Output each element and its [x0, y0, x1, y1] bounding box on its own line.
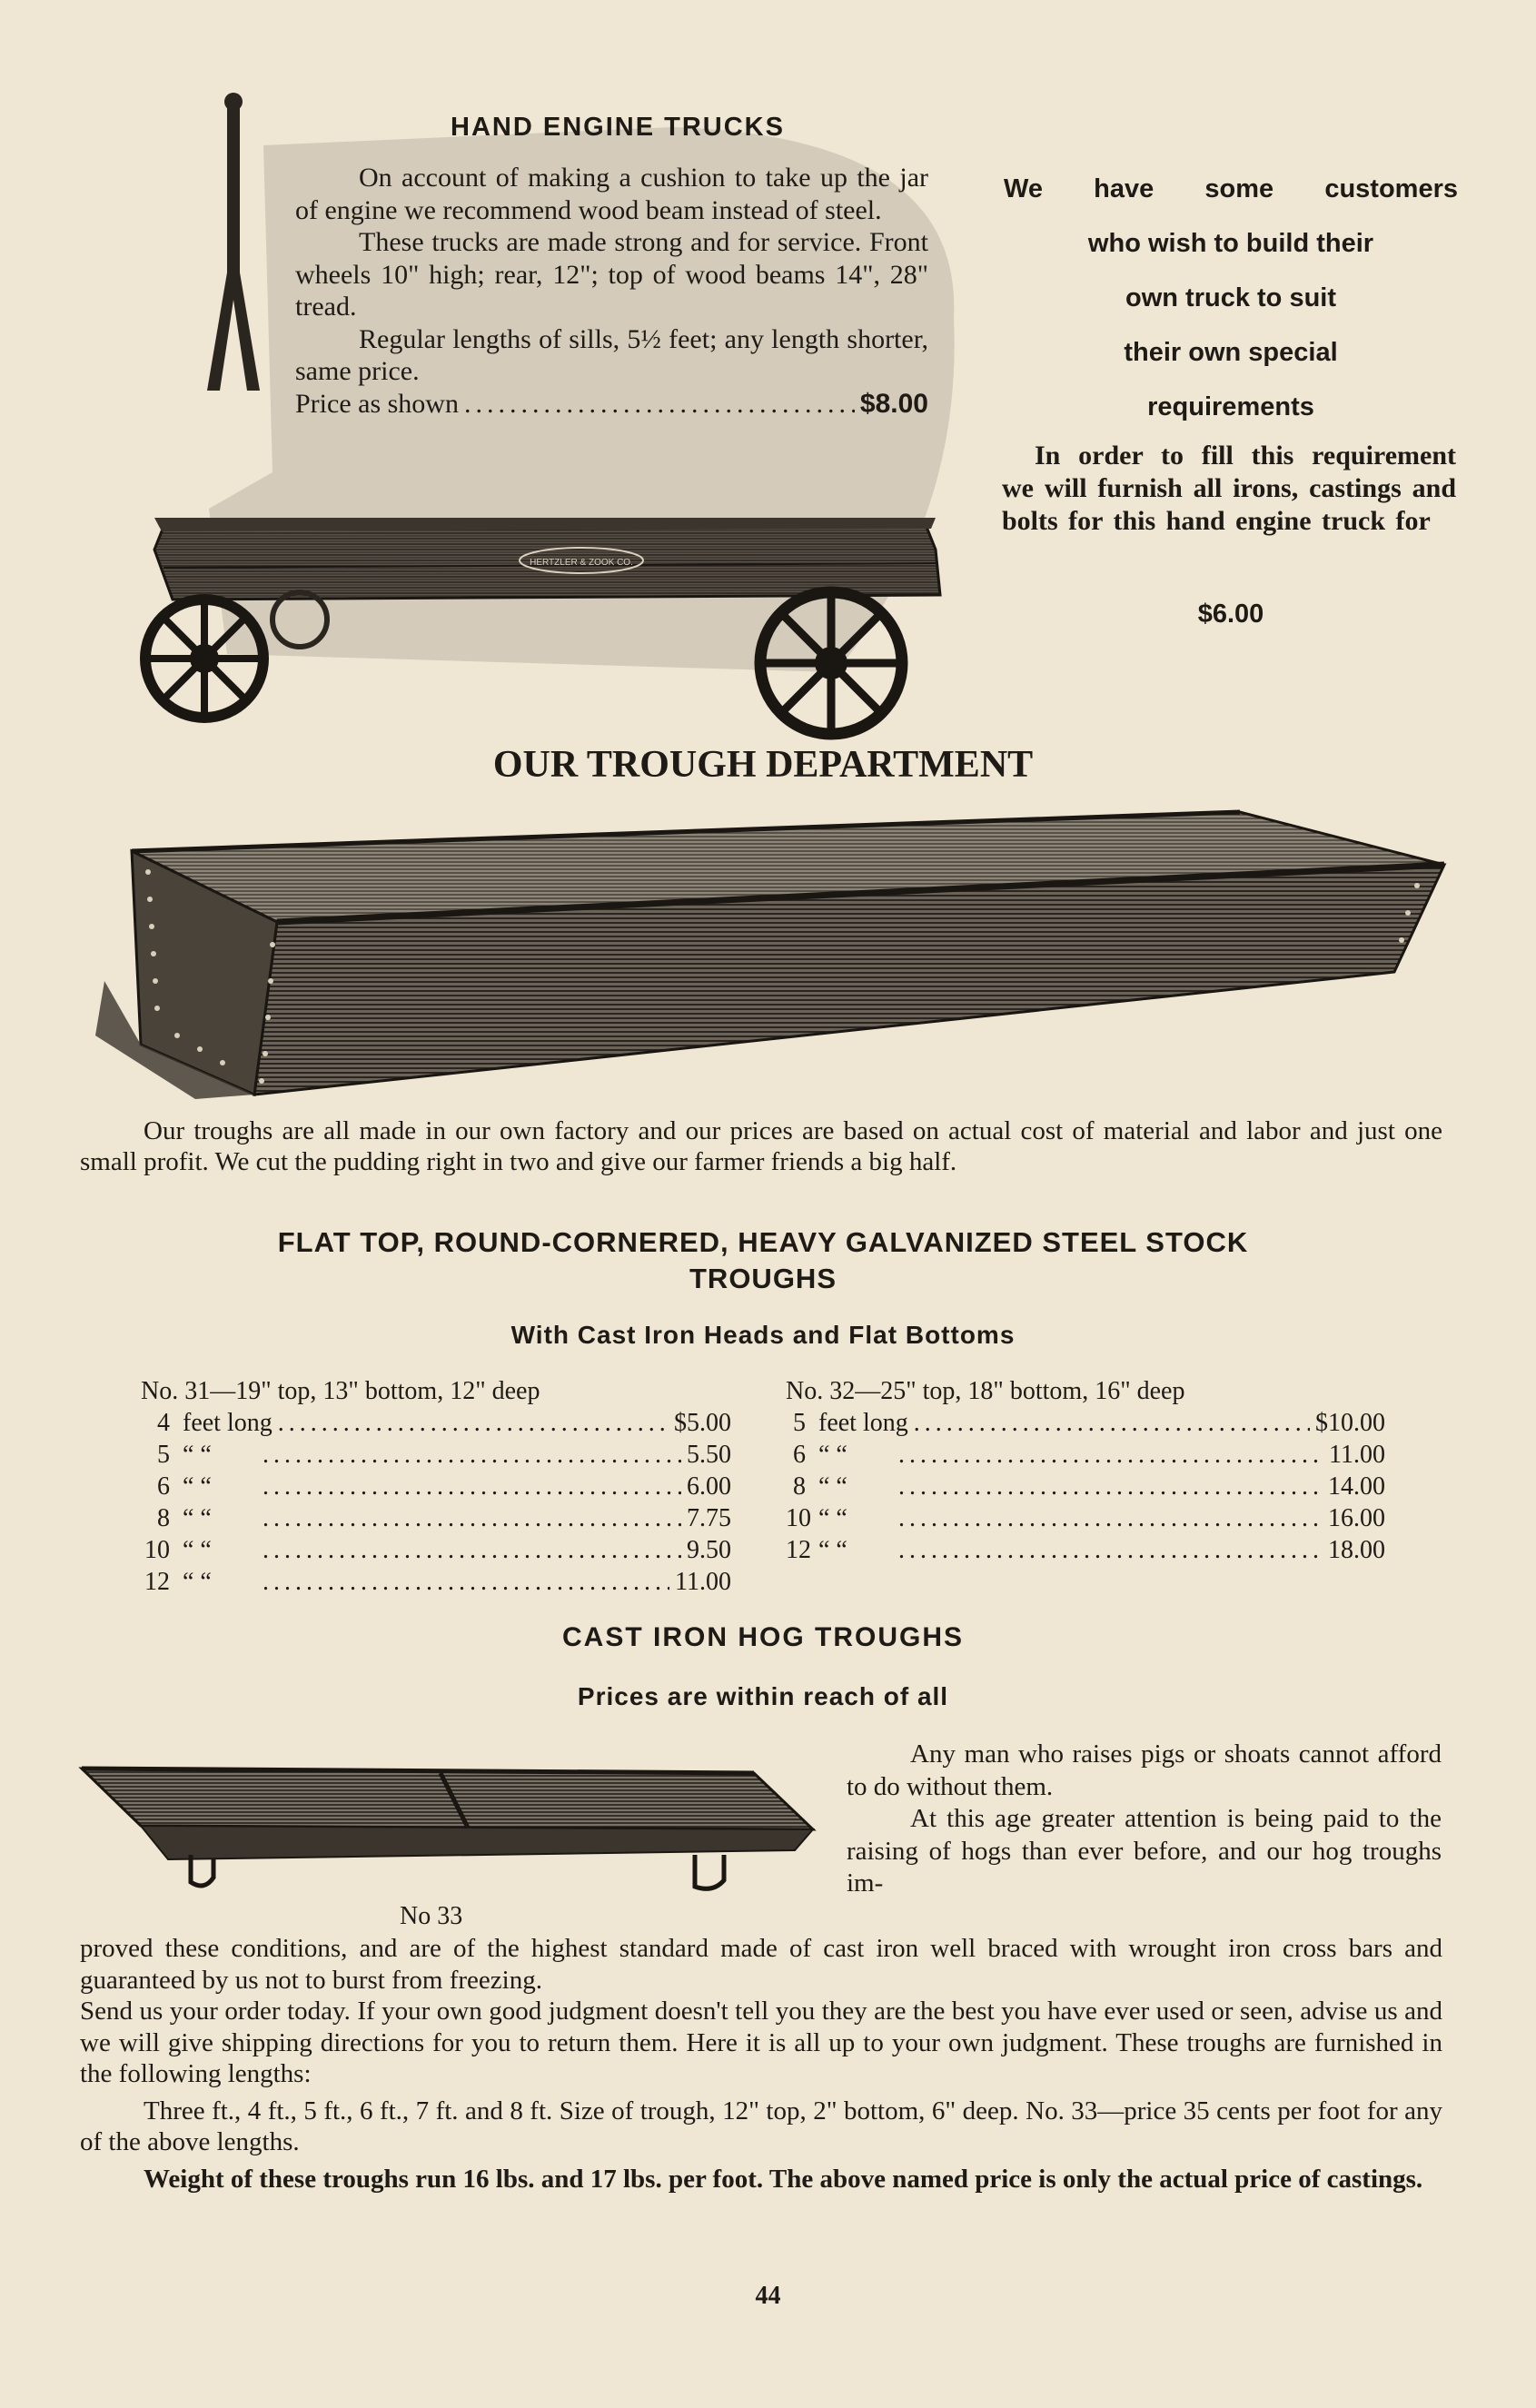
row-unit: “ “	[183, 1536, 212, 1564]
row-length: 12	[786, 1536, 811, 1564]
row-leader	[278, 1409, 669, 1438]
truck-nameplate: HERTZLER & ZOOK CO.	[530, 558, 633, 568]
table-row	[786, 1441, 1385, 1472]
hand-engine-price-row	[295, 388, 928, 421]
table-row	[123, 1568, 731, 1600]
hog-para-1: Any man who raises pigs or shoats cannot afford to do without them.	[847, 1739, 1442, 1801]
row-unit: “ “	[183, 1441, 212, 1469]
table-row	[123, 1409, 731, 1441]
price-leader	[464, 388, 855, 421]
row-leader	[263, 1536, 681, 1565]
row-unit: feet long	[183, 1409, 273, 1437]
stock-troughs-title-2: TROUGHS	[689, 1263, 837, 1294]
row-price: 11.00	[1329, 1441, 1385, 1469]
row-price: 7.75	[687, 1504, 731, 1532]
table-row	[123, 1504, 731, 1536]
rear-wheel	[760, 592, 902, 734]
row-unit: “ “	[818, 1472, 847, 1501]
table-no32-header: No. 32—25" top, 18" bottom, 16" deep	[786, 1377, 1185, 1405]
row-length: 8	[157, 1504, 170, 1532]
hog-troughs-body	[80, 1933, 1442, 2195]
row-leader	[263, 1441, 681, 1470]
trough-department-title: OUR TROUGH DEPARTMENT	[492, 744, 1034, 786]
row-length: 10	[786, 1504, 811, 1532]
hand-engine-para-1: On account of making a cushion to take up the jar of engine we recommend wood beam instead of steel.	[295, 163, 928, 225]
hog-para-2-rest: proved these conditions, and are of the highest standard made of cast iron well braced with wrought iron cross bars and guaranteed by us not to burst from freezing.	[80, 1934, 1442, 1995]
front-wheel	[145, 600, 263, 718]
row-leader	[263, 1568, 669, 1597]
row-unit: “ “	[183, 1568, 212, 1596]
row-price: 14.00	[1328, 1472, 1385, 1501]
trough-table-no32	[786, 1377, 1385, 1568]
row-leader	[898, 1536, 1323, 1565]
row-price: 16.00	[1328, 1504, 1385, 1532]
hog-para-5: Weight of these troughs run 16 lbs. and 17 lbs. per foot. The above named price is only the actual price of castings.	[144, 2164, 1423, 2194]
row-length: 5	[793, 1409, 806, 1437]
row-unit: “ “	[183, 1504, 212, 1532]
row-price: $5.00	[674, 1409, 731, 1437]
row-length: 4	[157, 1409, 170, 1437]
row-leader	[898, 1472, 1323, 1501]
custom-line-2: who wish to build their	[1087, 229, 1374, 258]
hand-engine-description	[295, 162, 928, 421]
row-unit: “ “	[183, 1472, 212, 1501]
table-row	[786, 1536, 1385, 1568]
hog-troughs-intro	[847, 1739, 1442, 1900]
custom-line-4: their own special	[1124, 338, 1338, 367]
hand-engine-price-label: Price as shown	[295, 388, 459, 419]
table-no31-header: No. 31—19" top, 13" bottom, 12" deep	[141, 1377, 540, 1405]
hand-engine-price: $8.00	[859, 388, 928, 419]
trough-intro: Our troughs are all made in our own factory and our prices are based on actual cost of material and labor and just one small profit. We cut the pudding right in two and give our farmer friends a big half.	[80, 1116, 1442, 1176]
table-row	[786, 1472, 1385, 1504]
row-leader	[898, 1441, 1323, 1470]
table-row	[786, 1504, 1385, 1536]
custom-note-price: $6.00	[1197, 600, 1264, 629]
row-length: 6	[157, 1472, 170, 1501]
hog-para-3: Send us your order today. If your own good judgment doesn't tell you they are the best you have ever used or seen, advise us and we will give shipping directions for you to return them. Here it is all up to your own judgment. These troughs are furnished in the following lengths:	[80, 1997, 1442, 2088]
table-row	[786, 1409, 1385, 1441]
hog-trough-illustration	[77, 1764, 822, 1900]
hog-troughs-subtitle: Prices are within reach of all	[577, 1682, 949, 1710]
trough-table-no31	[123, 1377, 731, 1600]
custom-note-paragraph: In order to fill this requirement we will furnish all irons, castings and bolts for this hand engine truck for	[1002, 441, 1456, 536]
row-unit: “ “	[818, 1536, 847, 1564]
hand-engine-title: HAND ENGINE TRUCKS	[451, 113, 785, 142]
row-length: 12	[144, 1568, 170, 1596]
stock-troughs-subtitle: With Cast Iron Heads and Flat Bottoms	[510, 1321, 1016, 1349]
stock-troughs-title-1: FLAT TOP, ROUND-CORNERED, HEAVY GALVANIZED STEEL STOCK	[277, 1226, 1249, 1258]
hog-troughs-title: CAST IRON HOG TROUGHS	[561, 1622, 964, 1652]
hog-para-2-top: At this age greater attention is being paid to the raising of hogs than ever before, and our hog troughs im-	[847, 1804, 1442, 1898]
row-length: 10	[144, 1536, 170, 1564]
row-unit: “ “	[818, 1441, 847, 1469]
row-price: $10.00	[1315, 1409, 1385, 1437]
row-length: 8	[793, 1472, 806, 1501]
custom-line-1: We have some customers	[1004, 174, 1458, 203]
custom-line-3: own truck to suit	[1125, 283, 1336, 312]
row-unit: “ “	[818, 1504, 847, 1532]
hand-engine-para-2: These trucks are made strong and for service. Front wheels 10" high; rear, 12"; top of wood beams 14", 28" tread.	[295, 227, 928, 322]
row-price: 18.00	[1328, 1536, 1385, 1564]
stock-trough-illustration	[86, 799, 1458, 1108]
row-leader	[263, 1504, 681, 1533]
row-leader	[898, 1504, 1323, 1533]
custom-line-5: requirements	[1147, 392, 1314, 421]
page-number: 44	[755, 2282, 781, 2310]
table-row	[123, 1536, 731, 1568]
table-row	[123, 1441, 731, 1472]
row-length: 6	[793, 1441, 806, 1469]
row-leader	[263, 1472, 681, 1501]
hand-engine-para-3: Regular lengths of sills, 5½ feet; any length shorter, same price.	[295, 323, 928, 386]
custom-truck-note	[1004, 162, 1458, 434]
row-leader	[914, 1409, 1310, 1438]
row-price: 11.00	[675, 1568, 731, 1596]
row-unit: feet long	[818, 1409, 908, 1437]
row-price: 5.50	[687, 1441, 731, 1469]
row-price: 9.50	[687, 1536, 731, 1564]
table-row	[123, 1472, 731, 1504]
hog-trough-caption: No 33	[400, 1902, 463, 1930]
row-length: 5	[157, 1441, 170, 1469]
hog-para-4: Three ft., 4 ft., 5 ft., 6 ft., 7 ft. and 8 ft. Size of trough, 12" top, 2" bottom, 6" deep. No. 33—price 35 cents per foot for any of the above lengths.	[80, 2096, 1442, 2156]
row-price: 6.00	[687, 1472, 731, 1501]
